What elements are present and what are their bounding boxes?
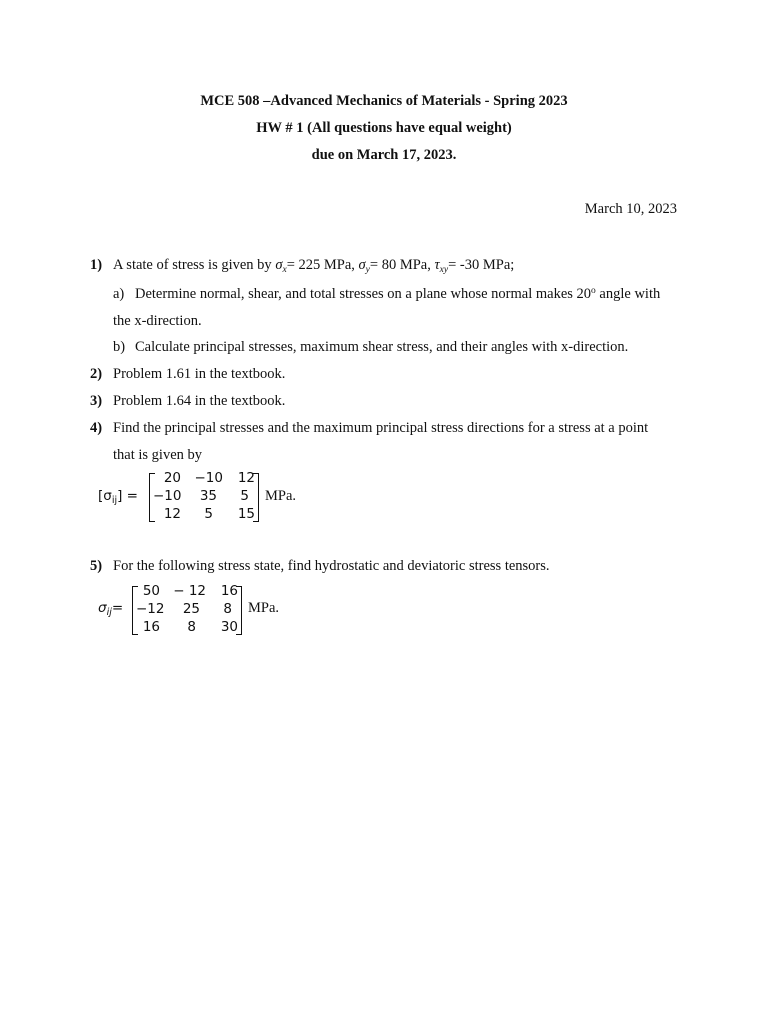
due-date: due on March 17, 2023.	[311, 147, 457, 163]
q4-lhs-close: ] =	[117, 488, 138, 504]
q1b-label: b)	[113, 339, 126, 355]
q4-cell: 5	[240, 488, 249, 504]
q5-cell: 16	[220, 583, 238, 599]
q4-cell: 12	[163, 506, 181, 522]
sigma-x-value: = 225 MPa,	[286, 257, 359, 273]
q4-cont: that is given by	[113, 447, 203, 463]
q5-cell: 50	[142, 583, 160, 599]
q1a-cont: the x-direction.	[113, 313, 202, 329]
q5-unit: MPa.	[248, 600, 280, 616]
q1b-text: Calculate principal stresses, maximum shear stress, and their angles with x-direction.	[135, 339, 629, 355]
q4-cell: 12	[237, 470, 255, 486]
q1a-text	[135, 286, 660, 303]
q4-cell: −10	[153, 488, 182, 504]
q1a-text-end: angle with	[595, 286, 661, 302]
q4-lhs-open: [σ	[98, 488, 112, 504]
sigma-x-sub: x	[282, 265, 287, 275]
sigma-x-symbol: σ	[275, 257, 283, 273]
course-title: MCE 508 –Advanced Mechanics of Materials - Spring 2023	[200, 93, 568, 109]
q4-text: Find the principal stresses and the maximum principal stress directions for a stress at a point	[113, 420, 649, 436]
tau-xy-sub: xy	[439, 265, 449, 275]
q5-number: 5)	[90, 558, 103, 574]
q3-number: 3)	[90, 393, 103, 409]
q5-matrix	[132, 583, 244, 637]
q5-lhs-sub: ij	[106, 607, 112, 618]
q5-cell: 25	[182, 601, 200, 617]
sigma-y-sub: y	[365, 265, 370, 275]
q4-matrix	[149, 470, 261, 524]
hw-title: HW # 1 (All questions have equal weight)	[256, 120, 512, 136]
q4-cell: 5	[204, 506, 213, 522]
tau-xy-value: = -30 MPa;	[448, 257, 515, 273]
q5-cell: 8	[223, 601, 232, 617]
q1-prefix: A state of stress is given by	[113, 257, 276, 273]
q4-cell: −10	[194, 470, 223, 486]
q4-lhs-sub: ij	[111, 495, 118, 506]
q5-cell: 16	[142, 619, 160, 635]
q4-cell: 35	[199, 488, 217, 504]
q5-cell: 8	[187, 619, 196, 635]
q4-cell: 15	[237, 506, 255, 522]
q5-text: For the following stress state, find hydrostatic and deviatoric stress tensors.	[113, 558, 550, 574]
q5-lhs-eq: =	[111, 600, 124, 616]
sigma-y-symbol: σ	[358, 257, 366, 273]
q5-lhs-sigma: σ	[98, 600, 107, 616]
q2-text: Problem 1.61 in the textbook.	[113, 366, 286, 382]
q5-cell: − 12	[173, 583, 206, 599]
q4-matrix-lhs	[98, 488, 138, 506]
q1-number: 1)	[90, 257, 103, 273]
q1-text	[113, 257, 514, 275]
degree-sup: o	[591, 286, 596, 296]
q5-cell: 30	[220, 619, 238, 635]
q4-unit: MPa.	[265, 488, 297, 504]
q3-text: Problem 1.64 in the textbook.	[113, 393, 286, 409]
q1a-label: a)	[113, 286, 125, 302]
q4-cell: 20	[163, 470, 181, 486]
q5-cell: −12	[136, 601, 165, 617]
sigma-y-value: = 80 MPa,	[369, 257, 435, 273]
q4-number: 4)	[90, 420, 103, 436]
tau-xy-symbol: τ	[434, 257, 440, 273]
q1a-text-main: Determine normal, shear, and total stresses on a plane whose normal makes 20	[135, 286, 592, 302]
q2-number: 2)	[90, 366, 103, 382]
q5-matrix-lhs	[98, 600, 123, 618]
issue-date: March 10, 2023	[584, 201, 677, 217]
